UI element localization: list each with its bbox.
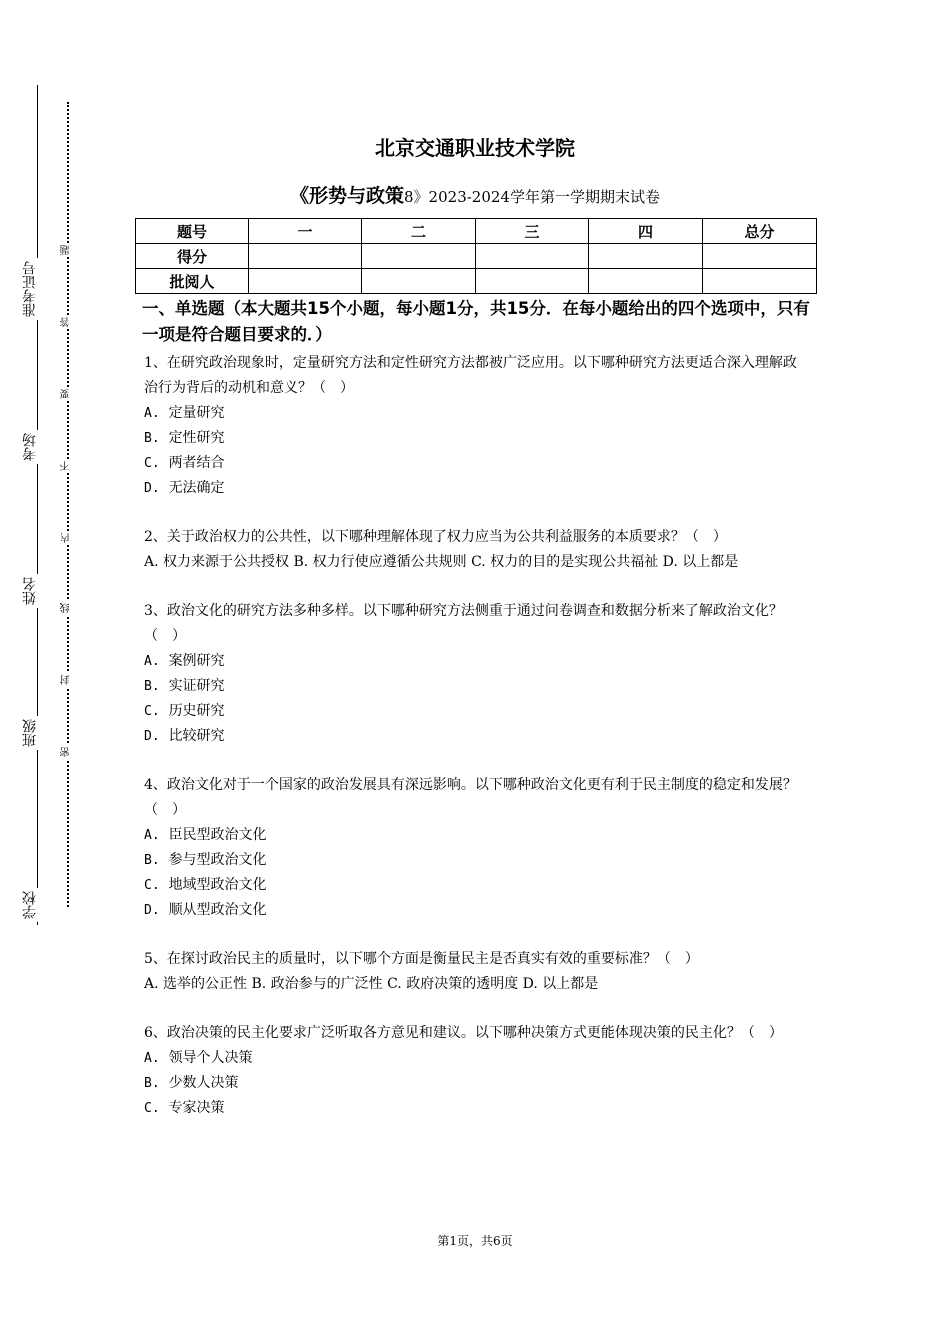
course-name: 《形势与政策 [290, 185, 405, 207]
option-letter: B. [144, 431, 160, 446]
score-input-cell[interactable] [589, 244, 703, 269]
grader-input-cell[interactable] [249, 269, 362, 294]
school-label: 学校 [22, 888, 38, 922]
option-c[interactable] [144, 699, 810, 724]
question-4 [144, 773, 810, 923]
question-stem: 2、关于政治权力的公共性，以下哪种理解体现了权力应当为公共利益服务的本质要求？（ ） [144, 529, 727, 545]
name-label: 姓名 [22, 574, 38, 608]
seal-char: 密 [61, 747, 72, 757]
table-cell: 四 [589, 219, 703, 244]
score-input-cell[interactable] [703, 244, 817, 269]
option-b[interactable] [144, 848, 810, 873]
option-letter: B. [144, 679, 160, 694]
option-b[interactable] [144, 674, 810, 699]
question-5 [144, 947, 810, 997]
option-c[interactable] [144, 451, 810, 476]
option-text: 专家决策 [168, 1100, 225, 1116]
score-input-cell[interactable] [249, 244, 362, 269]
seal-dotted-line [67, 102, 69, 907]
seal-char: 封 [61, 675, 72, 685]
option-text: 少数人决策 [168, 1075, 239, 1091]
question-stem: 4、政治文化对于一个国家的政治发展具有深远影响。以下哪种政治文化更有利于民主制度的稳定和发展？（ ） [144, 777, 797, 818]
grader-input-cell[interactable] [589, 269, 703, 294]
option-c[interactable] [144, 1096, 810, 1121]
question-3 [144, 599, 810, 749]
table-cell: 题号 [136, 219, 249, 244]
option-letter: C. [144, 456, 160, 471]
section-heading: 一、单选题（本大题共15个小题，每小题1分，共15分．在每小题给出的四个选项中，只有一项是符合题目要求的．） [142, 299, 810, 344]
option-text: 参与型政治文化 [168, 852, 267, 868]
exam-subtitle [0, 181, 950, 208]
question-stem: 3、政治文化的研究方法多种多样。以下哪种研究方法侧重于通过问卷调查和数据分析来了解政治文化？（ ） [144, 603, 783, 644]
option-a[interactable] [144, 401, 810, 426]
table-cell: 批阅人 [136, 269, 249, 294]
option-text: 比较研究 [168, 728, 225, 744]
class-label: 班级 [22, 716, 38, 750]
option-b[interactable] [144, 1071, 810, 1096]
school-title: 北京交通职业技术学院 [375, 136, 575, 160]
binding-line [37, 85, 38, 925]
table-cell: 三 [476, 219, 589, 244]
question-stem: 1、在研究政治现象时，定量研究方法和定性研究方法都被广泛应用。以下哪种研究方法更适合深入理解政治行为背后的动机和意义？（ ） [144, 355, 797, 396]
option-text: 顺从型政治文化 [168, 902, 267, 918]
option-letter: B. [144, 1076, 160, 1091]
table-row [136, 269, 817, 294]
question-2 [144, 525, 810, 575]
option-letter: D. [144, 729, 160, 744]
inline-options[interactable]: A. 权力来源于公共授权 B. 权力行使应遵循公共规则 C. 权力的目的是实现公共福祉 D. 以上都是 [144, 554, 739, 570]
question-stem: 5、在探讨政治民主的质量时，以下哪个方面是衡量民主是否真实有效的重要标准？（ ） [144, 951, 699, 967]
option-a[interactable] [144, 823, 810, 848]
score-input-cell[interactable] [362, 244, 476, 269]
option-a[interactable] [144, 1046, 810, 1071]
seal-char: 线 [61, 603, 72, 613]
table-row [136, 219, 817, 244]
option-text: 地域型政治文化 [168, 877, 267, 893]
option-d[interactable] [144, 898, 810, 923]
seal-char: 答 [61, 317, 72, 327]
option-text: 实证研究 [168, 678, 225, 694]
option-b[interactable] [144, 426, 810, 451]
seal-char: 不 [61, 461, 72, 471]
page-footer: 第1页，共6页 [437, 1234, 513, 1248]
score-input-cell[interactable] [476, 244, 589, 269]
exam-number-label: 准考证号 [22, 258, 38, 320]
inline-options[interactable]: A. 选举的公正性 B. 政治参与的广泛性 C. 政府决策的透明度 D. 以上都是 [144, 976, 599, 992]
table-cell: 一 [249, 219, 362, 244]
seal-char: 要 [61, 389, 72, 399]
question-1 [144, 351, 810, 501]
question-area [144, 296, 810, 1121]
option-a[interactable] [144, 649, 810, 674]
seal-char: 内 [61, 533, 72, 543]
option-text: 领导个人决策 [168, 1050, 253, 1066]
option-text: 定量研究 [168, 405, 225, 421]
option-letter: C. [144, 704, 160, 719]
option-c[interactable] [144, 873, 810, 898]
option-letter: D. [144, 481, 160, 496]
option-letter: C. [144, 1101, 160, 1116]
grader-input-cell[interactable] [362, 269, 476, 294]
option-d[interactable] [144, 724, 810, 749]
table-cell: 二 [362, 219, 476, 244]
question-stem: 6、政治决策的民主化要求广泛听取各方意见和建议。以下哪种决策方式更能体现决策的民主化？（ ） [144, 1025, 783, 1041]
option-text: 两者结合 [168, 455, 225, 471]
table-cell: 得分 [136, 244, 249, 269]
option-text: 臣民型政治文化 [168, 827, 267, 843]
exam-term: 8》2023-2024学年第一学期期末试卷 [404, 188, 660, 206]
option-letter: A. [144, 406, 160, 421]
table-cell: 总分 [703, 219, 817, 244]
grader-input-cell[interactable] [476, 269, 589, 294]
option-letter: A. [144, 654, 160, 669]
grader-input-cell[interactable] [703, 269, 817, 294]
option-d[interactable] [144, 476, 810, 501]
option-letter: C. [144, 878, 160, 893]
option-letter: D. [144, 903, 160, 918]
option-text: 案例研究 [168, 653, 225, 669]
option-letter: A. [144, 1051, 160, 1066]
option-letter: B. [144, 853, 160, 868]
option-text: 历史研究 [168, 703, 225, 719]
seal-char: 题 [61, 245, 72, 255]
score-table [135, 218, 817, 294]
option-text: 定性研究 [168, 430, 225, 446]
question-6 [144, 1021, 810, 1121]
table-row [136, 244, 817, 269]
exam-room-label: 考场 [22, 430, 38, 464]
option-text: 无法确定 [168, 480, 225, 496]
option-letter: A. [144, 828, 160, 843]
